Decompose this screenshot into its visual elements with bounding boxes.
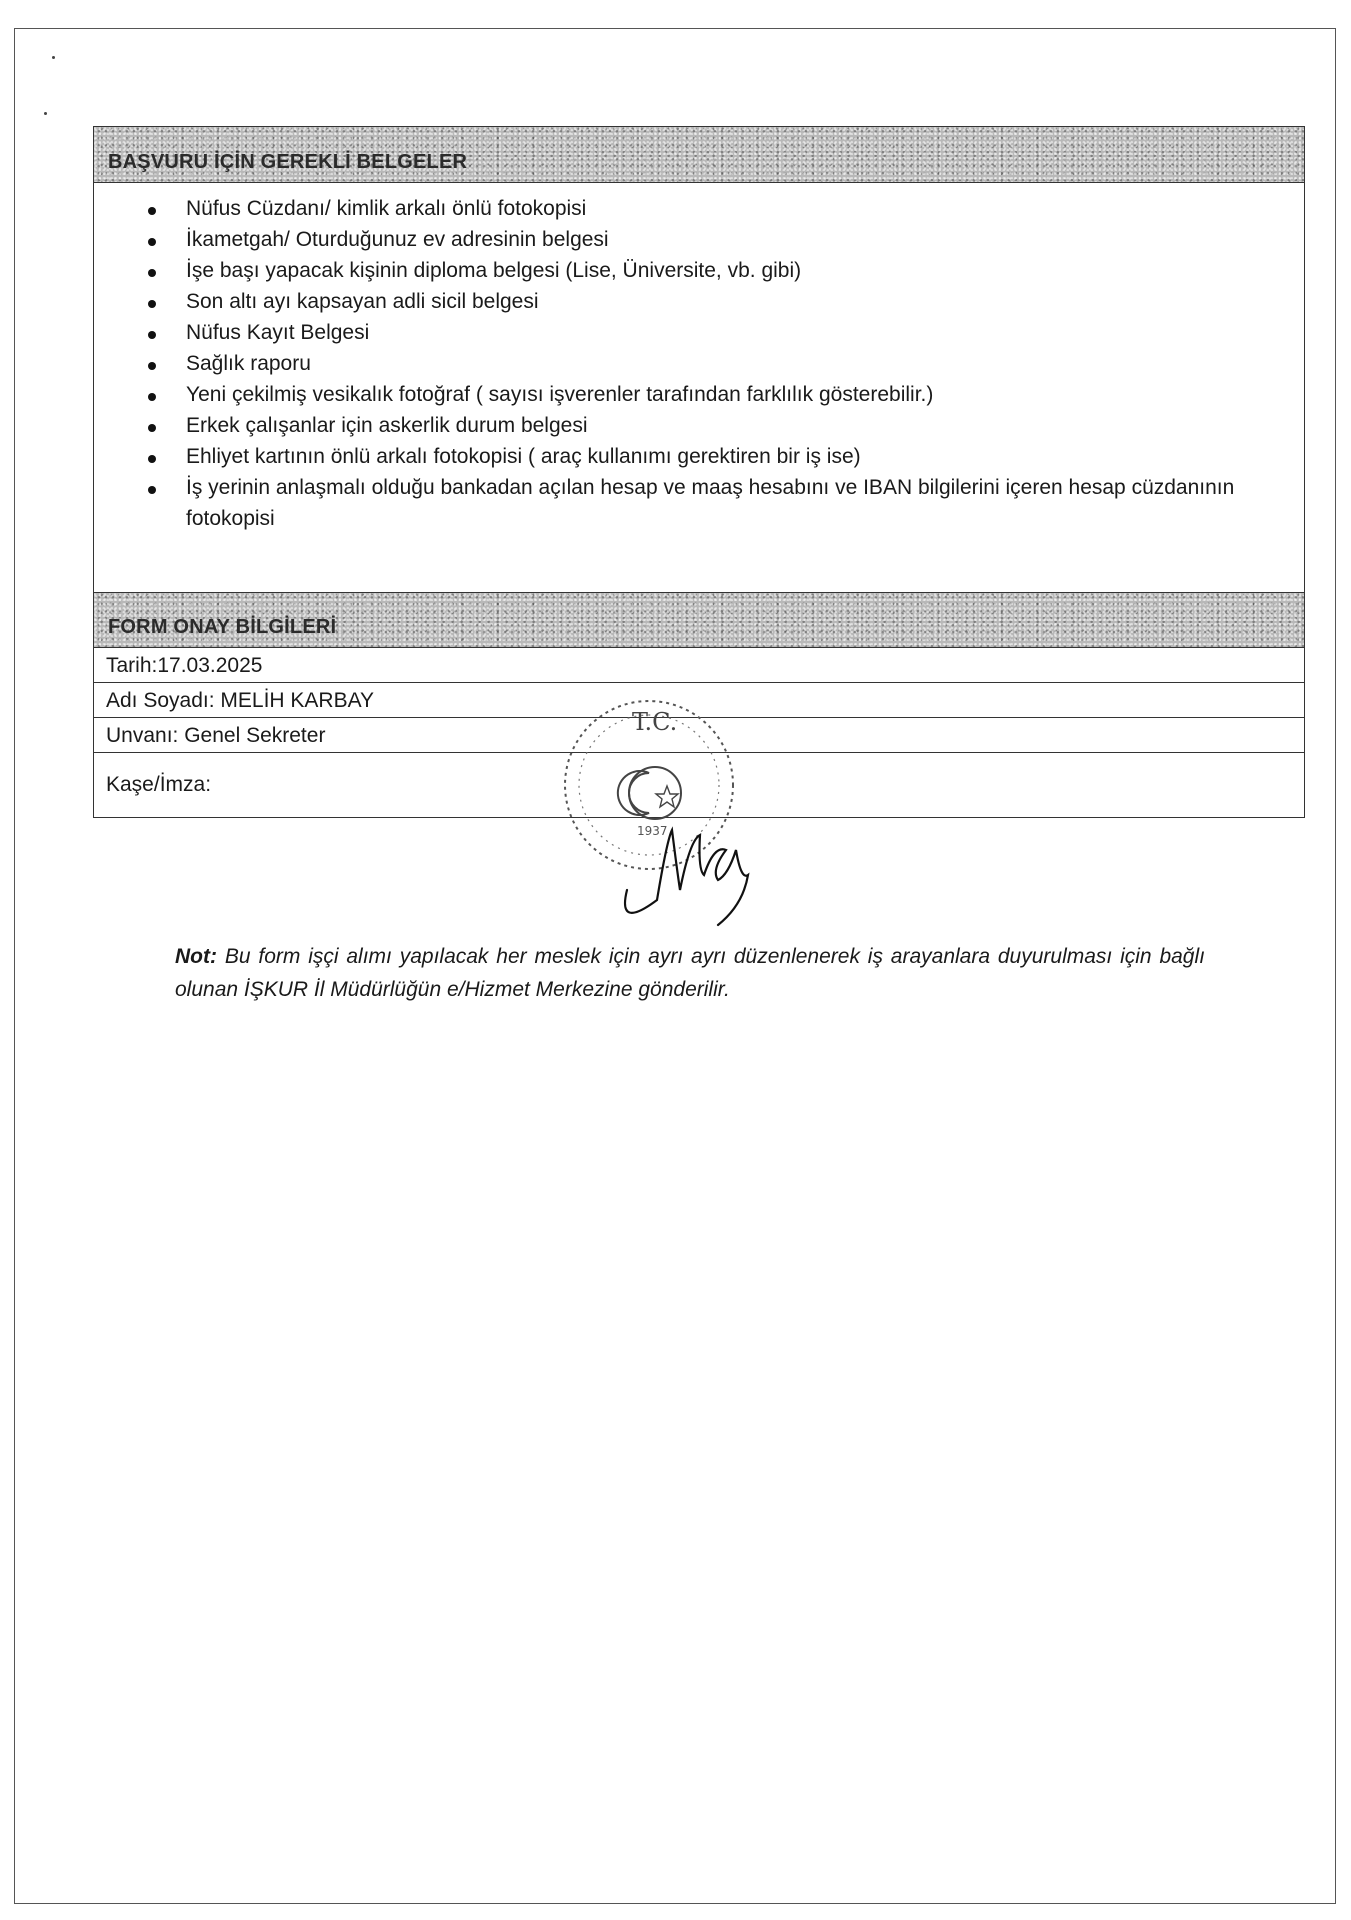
list-item: Sağlık raporu — [148, 348, 1284, 379]
list-item: Erkek çalışanlar için askerlik durum belgesi — [148, 410, 1284, 441]
official-stamp-icon — [537, 690, 777, 930]
list-item: İş yerinin anlaşmalı olduğu bankadan açılan hesap ve maaş hesabını ve IBAN bilgilerini içeren hesap cüzdanının fotokopisi — [148, 472, 1284, 534]
bullet-icon — [148, 424, 156, 432]
list-item: İşe başı yapacak kişinin diploma belgesi (Lise, Üniversite, vb. gibi) — [148, 255, 1284, 286]
name-row: Adı Soyadı: MELİH KARBAY — [94, 683, 1304, 718]
scan-speck — [44, 112, 47, 115]
list-item: Yeni çekilmiş vesikalık fotoğraf ( sayısı işverenler tarafından farklılık gösterebilir.) — [148, 379, 1284, 410]
approval-section-header — [94, 592, 1304, 648]
stamp-top-text: T.C. — [632, 708, 678, 736]
documents-list — [94, 183, 1304, 592]
list-item: Nüfus Cüzdanı/ kimlik arkalı önlü fotokopisi — [148, 193, 1284, 224]
list-item: Nüfus Kayıt Belgesi — [148, 317, 1284, 348]
note-text: Bu form işçi alımı yapılacak her meslek için ayrı ayrı düzenlenerek iş arayanlara duyurulması için bağlı olunan İŞKUR İl Müdürlüğün e/Hizmet Merkezine gönderilir. — [175, 945, 1205, 1001]
bullet-icon — [148, 300, 156, 308]
stamp-year: 1937 — [637, 824, 668, 838]
bullet-icon — [148, 331, 156, 339]
bullet-icon — [148, 362, 156, 370]
list-item: Son altı ayı kapsayan adli sicil belgesi — [148, 286, 1284, 317]
bullet-icon — [148, 269, 156, 277]
position-row: Unvanı: Genel Sekreter — [94, 718, 1304, 753]
approval-section-title: FORM ONAY BİLGİLERİ — [108, 616, 337, 638]
bullet-icon — [148, 207, 156, 215]
documents-section-header — [94, 127, 1304, 183]
bullet-icon — [148, 238, 156, 246]
note-label: Not: — [175, 945, 217, 968]
list-item: İkametgah/ Oturduğunuz ev adresinin belgesi — [148, 224, 1284, 255]
scan-speck — [52, 56, 55, 59]
date-row: Tarih:17.03.2025 — [94, 648, 1304, 683]
list-item: Ehliyet kartının önlü arkalı fotokopisi ( araç kullanımı gerektiren bir iş ise) — [148, 441, 1284, 472]
bullet-icon — [148, 393, 156, 401]
documents-section-title: BAŞVURU İÇİN GEREKLİ BELGELER — [108, 151, 468, 173]
bullet-icon — [148, 455, 156, 463]
footer-note — [175, 940, 1205, 1006]
bullet-icon — [148, 486, 156, 494]
stamp-signature-row: Kaşe/İmza: — [106, 773, 212, 796]
